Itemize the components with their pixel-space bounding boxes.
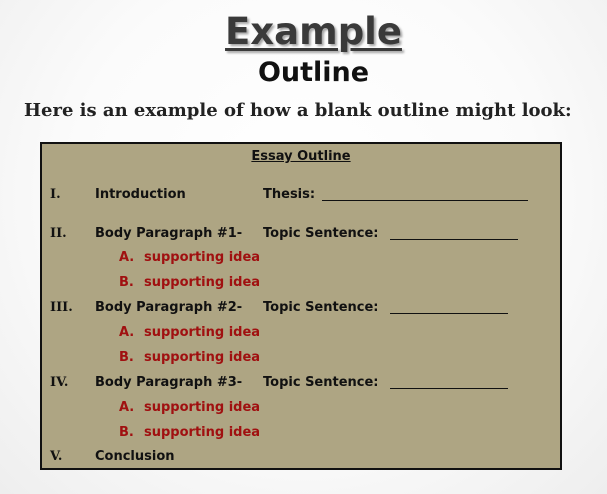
outline-item-conclusion [42, 448, 560, 466]
essay-outline-box [40, 142, 562, 470]
supporting-idea-row [42, 424, 560, 442]
supporting-idea-text: supporting idea [144, 400, 261, 415]
outline-item-label: Introduction [95, 187, 186, 202]
supporting-idea-row [42, 399, 560, 417]
sub-letter: A. [119, 250, 135, 265]
supporting-idea-row [42, 349, 560, 367]
outline-item-introduction [42, 186, 560, 204]
sub-letter: B. [119, 425, 134, 440]
outline-item-body-paragraph-2 [42, 299, 560, 317]
supporting-idea-row [42, 274, 560, 292]
topic-sentence-label: Topic Sentence: [263, 300, 379, 315]
thesis-label: Thesis: [263, 187, 316, 202]
topic-sentence-label: Topic Sentence: [263, 375, 379, 390]
outline-item-label: Body Paragraph #1- [95, 226, 243, 241]
sub-letter: A. [119, 400, 135, 415]
supporting-idea-row [42, 324, 560, 342]
supporting-idea-text: supporting idea [144, 275, 261, 290]
supporting-idea-row [42, 249, 560, 267]
sub-letter: B. [119, 350, 134, 365]
intro-text: Here is an example of how a blank outline might look: [24, 100, 572, 121]
thesis-blank [322, 186, 528, 201]
outline-item-label: Conclusion [95, 449, 175, 464]
supporting-idea-text: supporting idea [144, 425, 261, 440]
outline-item-body-paragraph-3 [42, 374, 560, 392]
sub-letter: B. [119, 275, 134, 290]
outline-item-label: Body Paragraph #3- [95, 375, 243, 390]
supporting-idea-text: supporting idea [144, 250, 261, 265]
outline-numeral: I. [50, 187, 61, 202]
topic-sentence-blank [390, 299, 508, 314]
supporting-idea-text: supporting idea [144, 325, 261, 340]
page-subtitle: Outline [257, 57, 370, 88]
outline-item-body-paragraph-1 [42, 225, 560, 243]
outline-numeral: IV. [50, 375, 69, 390]
outline-numeral: II. [50, 226, 67, 241]
topic-sentence-blank [390, 225, 518, 240]
supporting-idea-text: supporting idea [144, 350, 261, 365]
topic-sentence-blank [390, 374, 508, 389]
outline-item-label: Body Paragraph #2- [95, 300, 243, 315]
outline-numeral: III. [50, 300, 73, 315]
topic-sentence-label: Topic Sentence: [263, 226, 379, 241]
page-title: Example [225, 10, 402, 53]
sub-letter: A. [119, 325, 135, 340]
outline-title: Essay Outline [251, 149, 351, 164]
outline-numeral: V. [50, 449, 63, 464]
